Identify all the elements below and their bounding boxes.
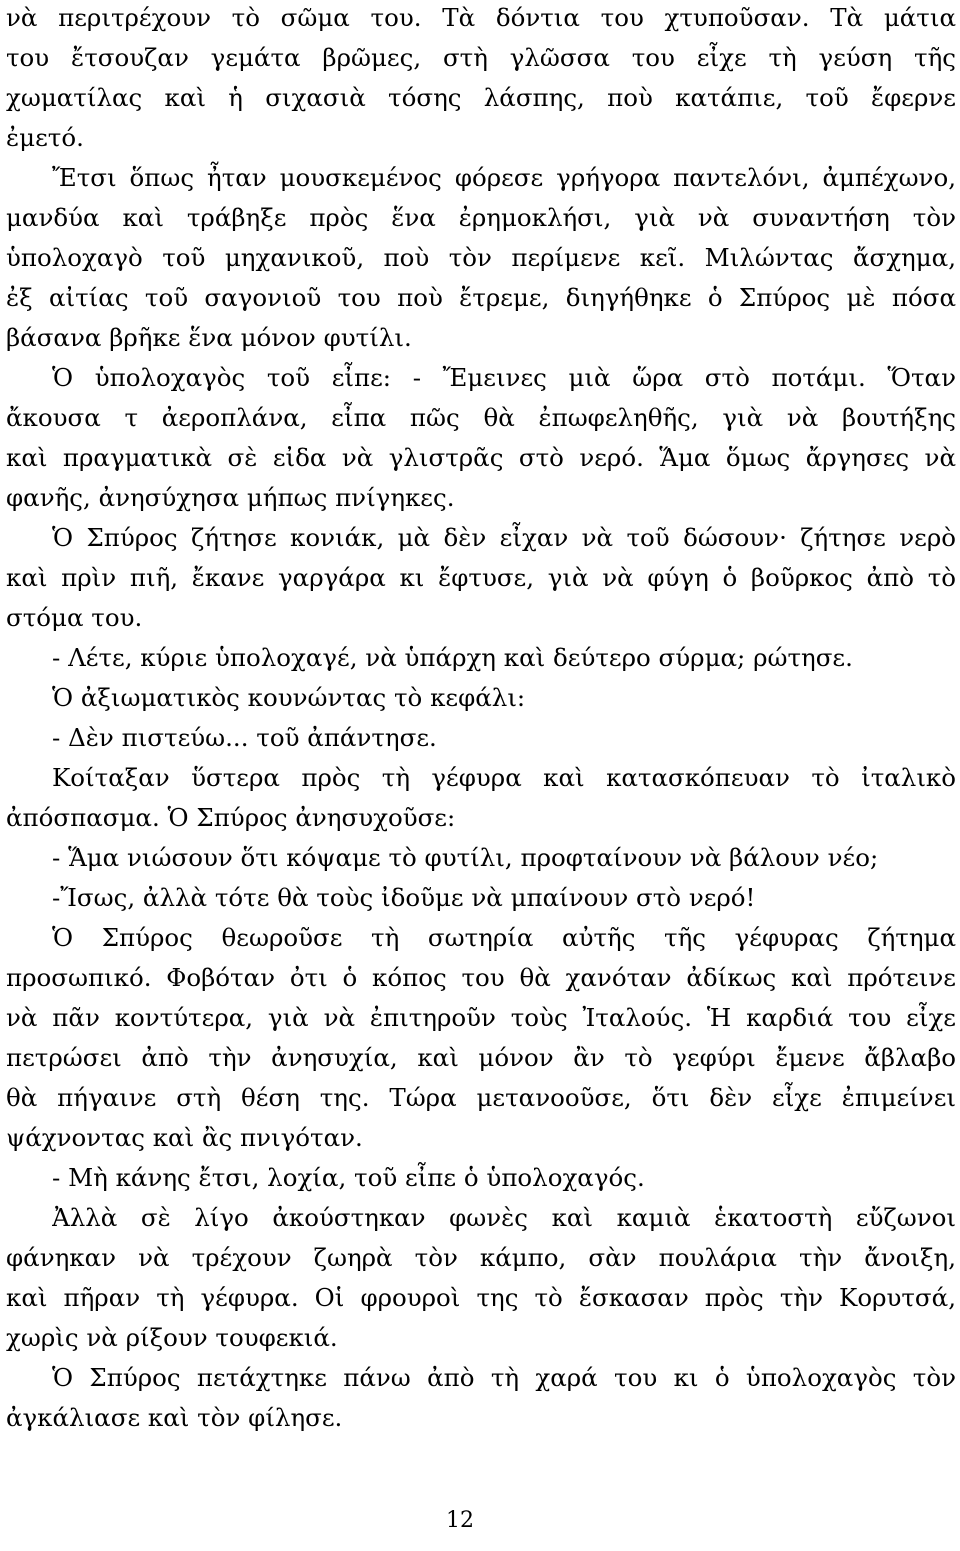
dialogue-line: - Δὲν πιστεύω... τοῦ ἀπάντησε. bbox=[52, 723, 437, 752]
text-line: ἐμετό. bbox=[6, 123, 84, 152]
text-line: χωματίλας καὶ ἡ σιχασιὰ τόσης λάσπης, ποὺ κατάπιε, τοῦ ἔφερνε bbox=[6, 83, 956, 112]
dialogue-line: - Λέτε, κύριε ὑπολοχαγέ, νὰ ὑπάρχη καὶ δεύτερο σύρμα; ρώτησε. bbox=[52, 643, 853, 672]
dialogue-line: - Ἅμα νιώσουν ὅτι κόψαμε τὸ φυτίλι, προφταίνουν νὰ βάλουν νέο; bbox=[52, 843, 879, 872]
text-line: καὶ πῆραν τὴ γέφυρα. Οἱ φρουροὶ της τὸ ἔσκασαν πρὸς τὴν Κορυτσά, bbox=[6, 1283, 956, 1312]
text-line: ἄκουσα τ ἀεροπλάνα, εἶπα πῶς θὰ ἐπωφεληθῆς, γιὰ νὰ βουτήξης bbox=[6, 403, 956, 432]
text-line: φάνηκαν νὰ τρέχουν ζωηρὰ τὸν κάμπο, σὰν πουλάρια τὴν ἄνοιξη, bbox=[6, 1243, 956, 1272]
paragraph-first-line: Ἔτσι ὅπως ἦταν μουσκεμένος φόρεσε γρήγορα παντελόνι, ἀμπέχωνο, bbox=[52, 163, 956, 192]
paragraph-first-line: Ὁ Σπύρος θεωροῦσε τὴ σωτηρία αὐτῆς τῆς γέφυρας ζήτημα bbox=[52, 923, 956, 952]
text-line: στόμα του. bbox=[6, 603, 143, 632]
text-line: μανδύα καὶ τράβηξε πρὸς ἕνα ἐρημοκλήσι, γιὰ νὰ συναντήση τὸν bbox=[6, 203, 956, 232]
text-line: νὰ πᾶν κοντύτερα, γιὰ νὰ ἐπιτηροῦν τοὺς Ἰταλούς. Ἡ καρδιά του εἶχε bbox=[6, 1003, 956, 1032]
text-line: προσωπικό. Φοβόταν ὀτι ὁ κόπος του θὰ χανόταν ἀδίκως καὶ πρότεινε bbox=[6, 963, 956, 992]
text-line: καὶ πραγματικὰ σὲ εἰδα νὰ γλιστρᾶς στὸ νερό. Ἅμα ὅμως ἄργησες νὰ bbox=[6, 443, 956, 472]
paragraph-first-line: Ὁ ὑπολοχαγὸς τοῦ εἶπε: - Ἔμεινες μιὰ ὥρα στὸ ποτάμι. Ὅταν bbox=[52, 363, 956, 392]
text-line: θὰ πήγαινε στὴ θέση της. Τώρα μετανοοῦσε, ὅτι δὲν εἶχε ἐπιμείνει bbox=[6, 1083, 956, 1112]
text-line: βάσανα βρῆκε ἕνα μόνον φυτίλι. bbox=[6, 323, 412, 352]
paragraph-first-line: Ἀλλὰ σὲ λίγο ἀκούστηκαν φωνὲς καὶ καμιὰ ἑκατοστὴ εὔζωνοι bbox=[52, 1203, 956, 1232]
text-line: ψάχνοντας καὶ ἂς πνιγόταν. bbox=[6, 1123, 363, 1152]
paragraph-first-line: Ὁ Σπύρος πετάχτηκε πάνω ἀπὸ τὴ χαρά του κι ὁ ὑπολοχαγὸς τὸν bbox=[52, 1363, 956, 1392]
page-number: 12 bbox=[446, 1508, 474, 1533]
text-line: πετρώσει ἀπὸ τὴν ἀνησυχία, καὶ μόνον ἂν τὸ γεφύρι ἔμενε ἄβλαβο bbox=[6, 1043, 956, 1072]
text-line: νὰ περιτρέχουν τὸ σῶμα του. Τὰ δόντια του χτυποῦσαν. Τὰ μάτια bbox=[6, 3, 956, 32]
text-line: ἐξ αἰτίας τοῦ σαγονιοῦ του ποὺ ἔτρεμε, διηγήθηκε ὁ Σπύρος μὲ πόσα bbox=[6, 283, 956, 312]
dialogue-line: - Μὴ κάνης ἔτσι, λοχία, τοῦ εἶπε ὁ ὑπολοχαγός. bbox=[52, 1163, 645, 1192]
dialogue-line: -Ἴσως, ἀλλὰ τότε θὰ τοὺς ἰδοῦμε νὰ μπαίνουν στὸ νερό! bbox=[52, 883, 756, 912]
text-line: ἀπόσπασμα. Ὁ Σπύρος ἀνησυχοῦσε: bbox=[6, 803, 456, 832]
text-line: καὶ πρὶν πιῆ, ἔκανε γαργάρα κι ἔφτυσε, γιὰ νὰ φύγη ὁ βοῦρκος ἀπὸ τὸ bbox=[6, 563, 956, 592]
paragraph-first-line: Ὁ Σπύρος ζήτησε κονιάκ, μὰ δὲν εἶχαν νὰ τοῦ δώσουν· ζήτησε νερὸ bbox=[52, 523, 956, 552]
text-line: φανῆς, ἀνησύχησα μήπως πνίγηκες. bbox=[6, 483, 455, 512]
text-line: χωρὶς νὰ ρίξουν τουφεκιά. bbox=[6, 1323, 338, 1352]
paragraph-first-line: Ὁ ἀξιωματικὸς κουνώντας τὸ κεφάλι: bbox=[52, 683, 526, 712]
text-line: ἀγκάλιασε καὶ τὸν φίλησε. bbox=[6, 1403, 343, 1432]
text-line: του ἔτσουζαν γεμάτα βρῶμες, στὴ γλῶσσα του εἶχε τὴ γεύση τῆς bbox=[6, 43, 956, 72]
text-line: ὑπολοχαγὸ τοῦ μηχανικοῦ, ποὺ τὸν περίμενε κεῖ. Μιλώντας ἄσχημα, bbox=[6, 243, 956, 272]
paragraph-first-line: Κοίταξαν ὕστερα πρὸς τὴ γέφυρα καὶ κατασκόπευαν τὸ ἰταλικὸ bbox=[52, 763, 956, 792]
